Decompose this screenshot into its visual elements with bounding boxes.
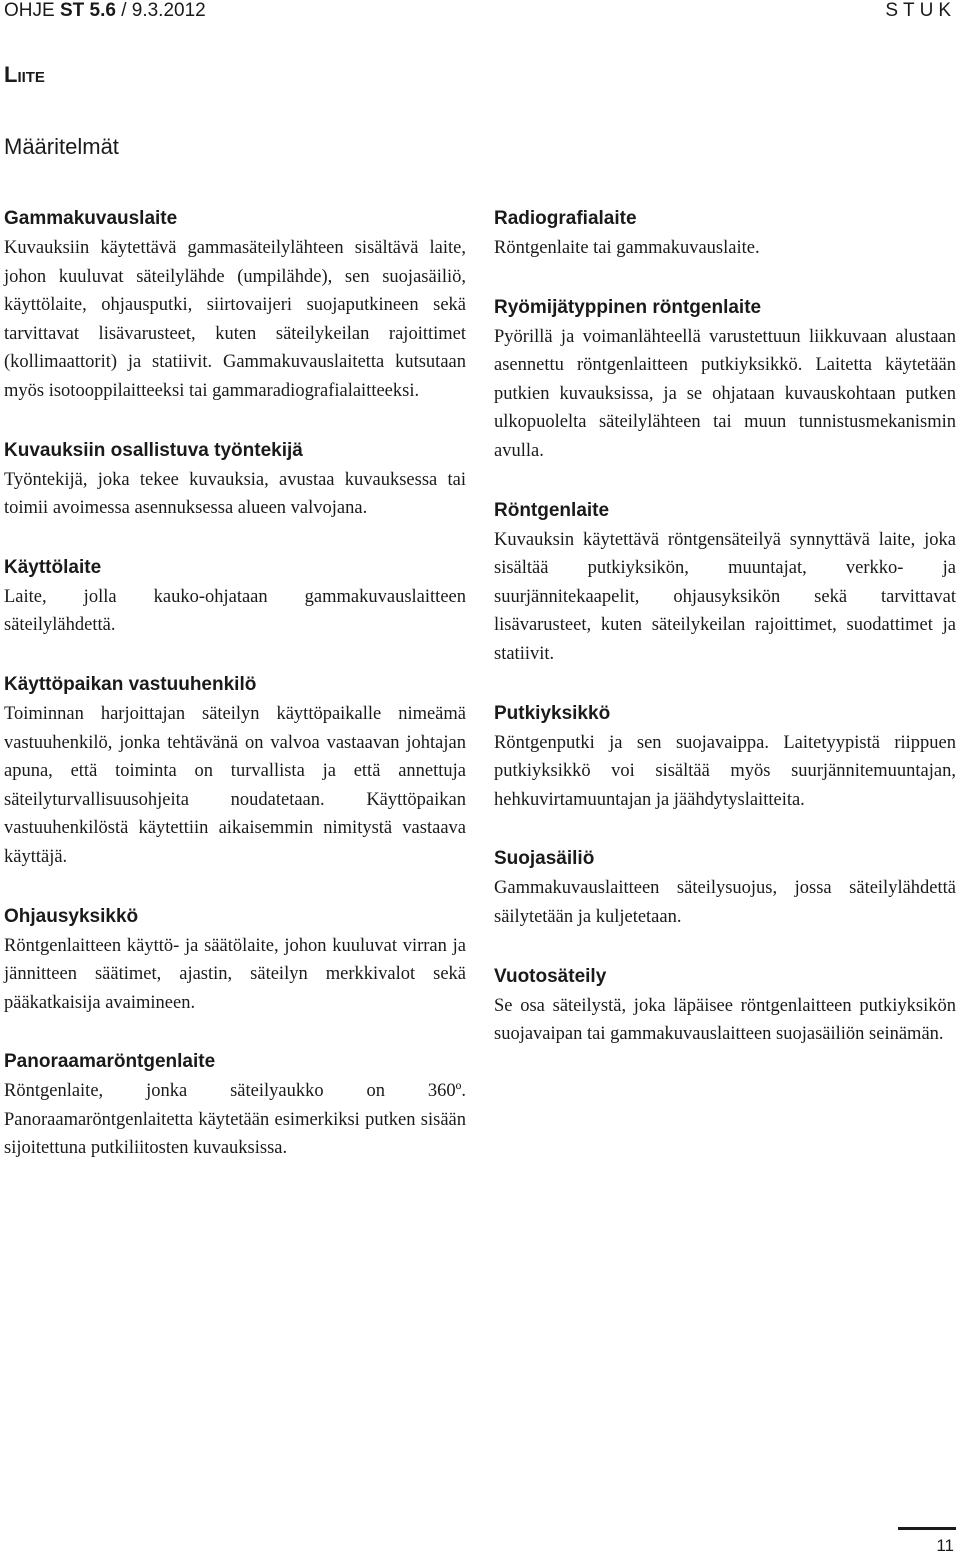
definition: Toiminnan harjoittajan säteilyn käyttöpaikalle nimeämä vastuuhenkilö, jonka tehtävänä on valvoa vastaavan johtajan apuna, että toiminta on turvallista ja että annettuja säteilyturvallisuusohjeita noudatetaan. Käyttöpaikan vastuuhenkilöstä käytettiin aikaisemmin nimitystä vastaava käyttäjä. [4, 703, 466, 867]
definition-entry [4, 436, 466, 523]
term: Käyttöpaikan vastuuhenkilö [4, 673, 257, 695]
doc-date: / 9.3.2012 [115, 0, 206, 21]
page-number-rule [898, 1527, 956, 1530]
definition-entry [494, 699, 956, 815]
definition: Röntgenlaite, jonka säteilyaukko on 360º. Panoraamaröntgenlaitetta käytetään esimerkiksi putken sisään sijoitettuna putkiliitosten kuvauksissa. [4, 1081, 466, 1159]
document-reference [4, 0, 206, 22]
definition: Röntgenlaitteen käyttö- ja säätölaite, johon kuuluvat virran ja jännitteen säätimet, ajastin, säteilyn merkkivalot sekä pääkatkaisija avaimineen. [4, 935, 466, 1013]
right-column [494, 204, 956, 1079]
term: Radiografialaite [494, 208, 637, 229]
term: Kuvauksiin osallistuva työntekijä [4, 439, 303, 461]
doc-code: ST 5.6 [59, 0, 116, 21]
definition: Röntgenputki ja sen suojavaippa. Laitetyypistä riippuen putkiyksikkö voi sisältää myös suurjännitemuuntajan, hehkuvirtamuuntajan ja jäähdytyslaitteita. [494, 732, 956, 810]
term: Röntgenlaite [494, 499, 610, 521]
page-number: 11 [936, 1536, 954, 1555]
appendix-label: Liite [4, 62, 45, 87]
term: Käyttölaite [4, 556, 102, 578]
term: Ryömijätyppinen röntgenlaite [494, 296, 762, 318]
term: Panoraamaröntgenlaite [4, 1051, 216, 1073]
definition-entry [494, 496, 956, 669]
definition-entry [4, 1047, 466, 1163]
definition: Laite, jolla kauko-ohjataan gammakuvauslaitteen säteilylähdettä. [4, 586, 466, 636]
definition: Röntgenlaite tai gammakuvauslaite. [494, 238, 760, 258]
definition: Kuvauksiin käytettävä gammasäteilylähteen sisältävä laite, johon kuuluvat säteilylähde (umpilähde), sen suojasäiliö, käyttölaite, ohjausputki, siirtovaijeri suojaputkineen sekä tarvittavat lisävarusteet, kuten säteilykeilan rajoittimet (kollimaattorit) ja statiivit. Gammakuvauslaitetta kutsutaan myös isotooppilaitteeksi tai gammaradiografialaitteeksi. [4, 238, 466, 401]
definition: Työntekijä, joka tekee kuvauksia, avustaa kuvauksessa tai toimii avoimessa asennuksessa alueen valvojana. [4, 469, 466, 519]
definition-entry [4, 670, 466, 872]
term: Putkiyksikkö [494, 702, 611, 724]
organization-name: STUK [885, 0, 956, 21]
term: Vuotosäteily [494, 965, 607, 987]
definition-entry [494, 962, 956, 1049]
definition: Pyörillä ja voimanlähteellä varustettuun liikkuvaan alustaan asennettu röntgenlaitteen putkiyksikkö. Laitetta käytetään putkien kuvauksissa, ja se ohjataan kuvauskohtaan putken ulkopuolelta säteilylähteen tai muun tunnistusmekanismin avulla. [494, 326, 956, 461]
definition-entry [4, 553, 466, 640]
definition-entry [4, 902, 466, 1018]
term: Suojasäiliö [494, 848, 595, 870]
term: Ohjausyksikkö [4, 905, 139, 927]
definition-entry [4, 204, 466, 406]
definition: Se osa säteilystä, joka läpäisee röntgenlaitteen putkiyksikön suojavaipan tai gammakuvauslaitteen suojasäiliön seinämän. [494, 995, 956, 1045]
definition: Gammakuvauslaitteen säteilysuojus, jossa säteilylähdettä säilytetään ja kuljetetaan. [494, 878, 956, 927]
definition-entry [494, 204, 956, 263]
page-header [4, 0, 956, 28]
section-title: Määritelmät [4, 134, 119, 159]
definition-entry [494, 844, 956, 931]
doc-prefix: OHJE [4, 0, 60, 21]
definition: Kuvauksin käytettävä röntgensäteilyä synnyttävä laite, joka sisältää putkiyksikön, muuntajat, verkko- ja suurjännitekaapelit, ohjausyksikön sekä tarvittavat lisävarusteet, kuten säteilykeilan rajoittimet, suodattimet ja statiivit. [494, 529, 956, 664]
term: Gammakuvauslaite [4, 208, 178, 229]
definition-entry [494, 293, 956, 466]
left-column [4, 204, 466, 1193]
